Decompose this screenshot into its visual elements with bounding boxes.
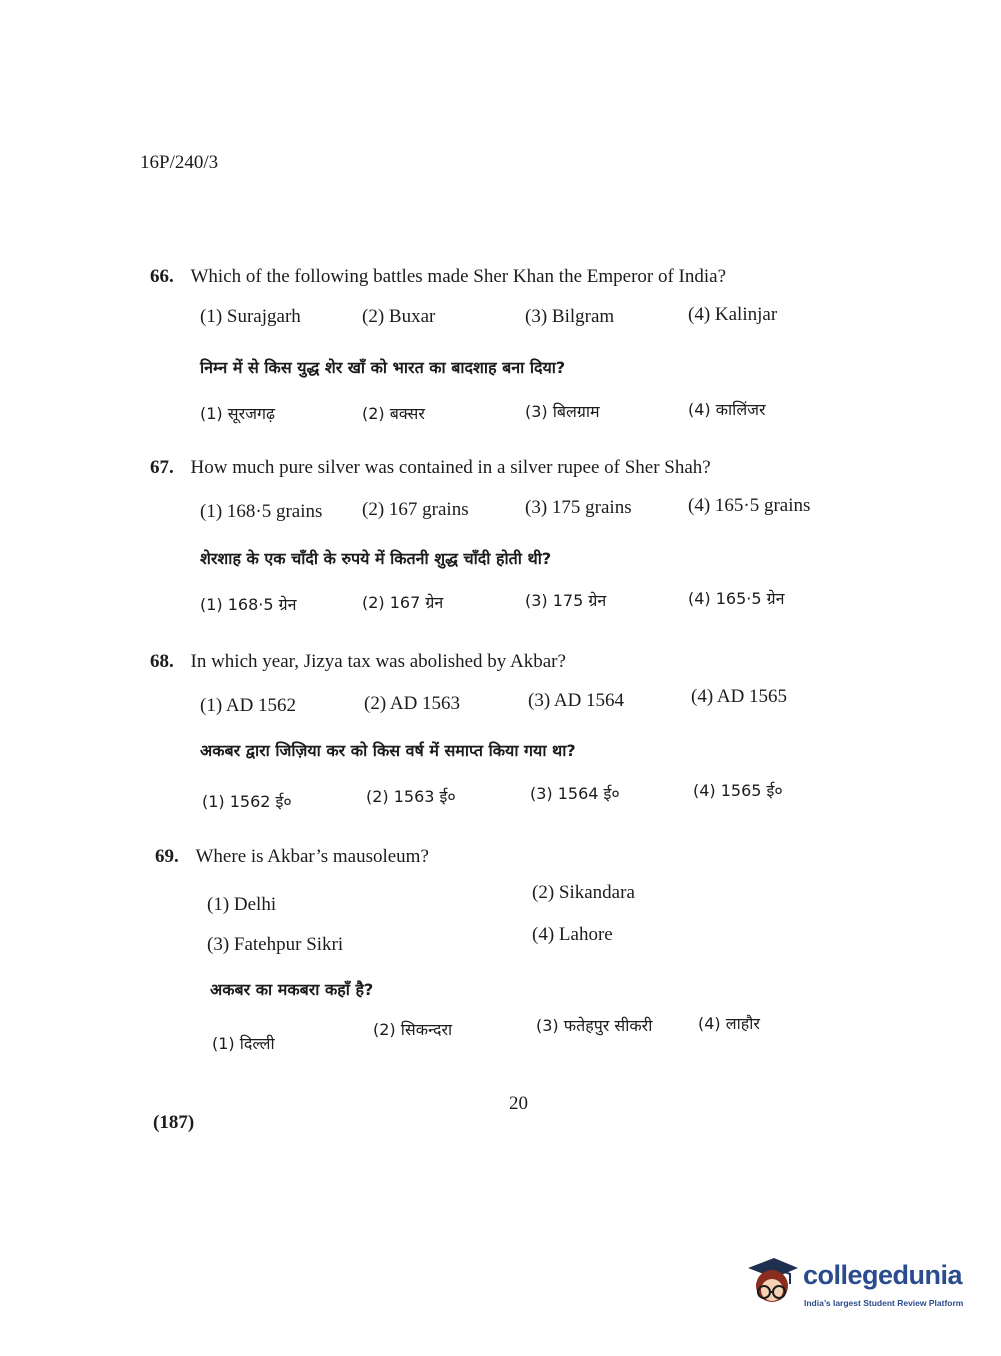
question-number: 68.	[150, 651, 174, 672]
option-1-en: (1) Delhi	[207, 894, 277, 915]
option-3-en: (3) Fatehpur Sikri	[207, 934, 344, 955]
page-number: 20	[509, 1093, 528, 1114]
option-2-hi: (2) बक्सर	[362, 404, 425, 423]
option-4-hi: (4) कालिंजर	[688, 400, 766, 419]
option-3-en: (3) Bilgram	[525, 306, 615, 327]
option-1-en: (1) Surajgarh	[200, 306, 301, 327]
option-1-en: (1) AD 1562	[200, 695, 297, 716]
option-4-en: (4) AD 1565	[691, 686, 788, 707]
option-3-hi: (3) 175 ग्रेन	[525, 591, 607, 610]
question-text-en: Which of the following battles made Sher Khan the Emperor of India?	[190, 266, 727, 287]
question-number: 69.	[155, 846, 179, 867]
option-2-en: (2) Buxar	[362, 306, 436, 327]
paper-code: 16P/240/3	[140, 152, 219, 173]
watermark-brand: collegedunia	[803, 1260, 963, 1290]
option-2-hi: (2) 167 ग्रेन	[362, 593, 444, 612]
option-4-hi: (4) 165·5 ग्रेन	[688, 589, 785, 608]
footer-code: (187)	[153, 1112, 195, 1133]
question-number: 66.	[150, 266, 174, 287]
student-mascot-icon	[744, 1250, 802, 1312]
option-1-en: (1) 168·5 grains	[200, 501, 323, 522]
option-2-hi: (2) सिकन्दरा	[373, 1020, 453, 1039]
question-text-en: Where is Akbar’s mausoleum?	[195, 846, 429, 867]
option-2-hi: (2) 1563 ई०	[366, 787, 456, 806]
question-text-en: How much pure silver was contained in a silver rupee of Sher Shah?	[190, 457, 711, 478]
option-3-hi: (3) फतेहपुर सीकरी	[536, 1016, 653, 1035]
option-1-hi: (1) 1562 ई०	[202, 792, 292, 811]
option-3-en: (3) 175 grains	[525, 497, 632, 518]
question-text-hi: अकबर का मकबरा कहाँ है?	[210, 980, 374, 999]
option-4-hi: (4) लाहौर	[698, 1014, 760, 1033]
option-3-en: (3) AD 1564	[528, 690, 625, 711]
option-2-en: (2) AD 1563	[364, 693, 461, 714]
question-text-hi: अकबर द्वारा जिज़िया कर को किस वर्ष में समाप्त किया गया था?	[200, 741, 576, 760]
option-2-en: (2) 167 grains	[362, 499, 469, 520]
option-4-hi: (4) 1565 ई०	[693, 781, 783, 800]
question-text-en: In which year, Jizya tax was abolished by Akbar?	[190, 651, 566, 672]
option-1-hi: (1) दिल्ली	[212, 1034, 275, 1053]
option-1-hi: (1) 168·5 ग्रेन	[200, 595, 297, 614]
option-1-hi: (1) सूरजगढ़	[200, 404, 275, 423]
question-text-hi: शेरशाह के एक चाँदी के रुपये में कितनी शुद्ध चाँदी होती थी?	[200, 549, 552, 568]
option-4-en: (4) 165·5 grains	[688, 495, 811, 516]
option-4-en: (4) Lahore	[532, 924, 613, 945]
question-text-hi: निम्न में से किस युद्ध शेर खाँ को भारत का बादशाह बना दिया?	[200, 358, 566, 377]
question-number: 67.	[150, 457, 174, 478]
option-3-hi: (3) 1564 ई०	[530, 784, 620, 803]
option-2-en: (2) Sikandara	[532, 882, 635, 903]
watermark-tagline: India’s largest Student Review Platform	[804, 1298, 964, 1308]
option-4-en: (4) Kalinjar	[688, 304, 778, 325]
option-3-hi: (3) बिलग्राम	[525, 402, 600, 421]
